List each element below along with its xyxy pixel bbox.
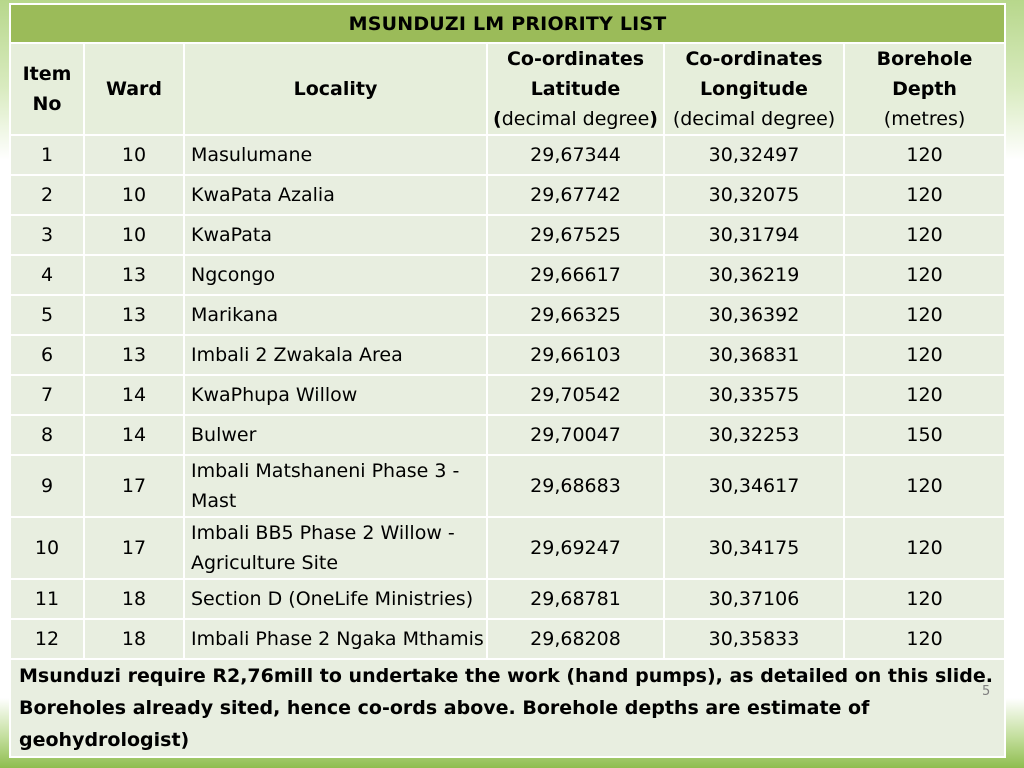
cell-ward: 14 — [84, 415, 184, 455]
header-latitude-unit: decimal degree — [501, 108, 650, 130]
cell-item: 2 — [10, 175, 84, 215]
cell-item: 9 — [10, 455, 84, 517]
page-number: 5 — [982, 684, 991, 699]
cell-latitude: 29,67344 — [487, 135, 664, 175]
table-row — [10, 295, 1005, 335]
cell-depth: 120 — [844, 375, 1005, 415]
cell-latitude: 29,66103 — [487, 335, 664, 375]
cell-ward: 17 — [84, 517, 184, 579]
header-depth-unit: (metres) — [883, 108, 966, 130]
header-longitude-unit: (decimal degree) — [672, 108, 836, 130]
cell-depth: 120 — [844, 455, 1005, 517]
cell-ward: 10 — [84, 135, 184, 175]
table-row — [10, 579, 1005, 619]
cell-item: 5 — [10, 295, 84, 335]
header-latitude-line2: Latitude — [530, 78, 621, 100]
cell-depth: 120 — [844, 335, 1005, 375]
cell-item: 12 — [10, 619, 84, 659]
cell-depth: 120 — [844, 215, 1005, 255]
note-text: Msunduzi require R2,76mill to undertake the work (hand pumps), as detailed on this slide. Boreholes already sited, hence co-ords above. Borehole depths are estimate of geohydrologist) — [10, 659, 1005, 757]
table-title: MSUNDUZI LM PRIORITY LIST — [10, 4, 1005, 43]
note-row — [10, 659, 1005, 757]
cell-latitude: 29,66325 — [487, 295, 664, 335]
cell-latitude: 29,69247 — [487, 517, 664, 579]
cell-longitude: 30,32497 — [664, 135, 844, 175]
cell-latitude: 29,68208 — [487, 619, 664, 659]
header-item-no — [10, 43, 84, 135]
cell-latitude: 29,70542 — [487, 375, 664, 415]
header-latitude — [487, 43, 664, 135]
cell-locality: Masulumane — [184, 135, 487, 175]
header-locality: Locality — [184, 43, 487, 135]
cell-longitude: 30,37106 — [664, 579, 844, 619]
cell-locality: Section D (OneLife Ministries) — [184, 579, 487, 619]
table-row — [10, 375, 1005, 415]
cell-locality: Ngcongo — [184, 255, 487, 295]
cell-longitude: 30,36831 — [664, 335, 844, 375]
header-item-no-line2: No — [32, 93, 62, 115]
cell-depth: 120 — [844, 255, 1005, 295]
header-latitude-paren-open: ( — [493, 108, 502, 130]
header-depth-line2: Depth — [892, 78, 957, 100]
table-row — [10, 135, 1005, 175]
cell-ward: 18 — [84, 619, 184, 659]
cell-ward: 13 — [84, 335, 184, 375]
cell-ward: 10 — [84, 175, 184, 215]
cell-longitude: 30,36392 — [664, 295, 844, 335]
cell-ward: 14 — [84, 375, 184, 415]
header-longitude-line1: Co-ordinates — [685, 48, 823, 70]
cell-ward: 13 — [84, 255, 184, 295]
header-latitude-paren-close: ) — [649, 108, 658, 130]
cell-longitude: 30,36219 — [664, 255, 844, 295]
cell-depth: 120 — [844, 295, 1005, 335]
table-row — [10, 335, 1005, 375]
cell-locality: Bulwer — [184, 415, 487, 455]
cell-locality: Imbali Phase 2 Ngaka Mthamis — [184, 619, 487, 659]
header-latitude-line1: Co-ordinates — [506, 48, 645, 70]
cell-item: 7 — [10, 375, 84, 415]
cell-ward: 17 — [84, 455, 184, 517]
table-row — [10, 517, 1005, 579]
cell-locality: Marikana — [184, 295, 487, 335]
cell-longitude: 30,34175 — [664, 517, 844, 579]
cell-longitude: 30,33575 — [664, 375, 844, 415]
cell-locality: Imbali BB5 Phase 2 Willow - Agriculture Site — [184, 517, 487, 579]
cell-item: 11 — [10, 579, 84, 619]
cell-depth: 120 — [844, 175, 1005, 215]
cell-locality: Imbali 2 Zwakala Area — [184, 335, 487, 375]
header-depth — [844, 43, 1005, 135]
cell-longitude: 30,35833 — [664, 619, 844, 659]
cell-latitude: 29,67742 — [487, 175, 664, 215]
priority-list-table — [9, 3, 1006, 758]
cell-latitude: 29,66617 — [487, 255, 664, 295]
cell-longitude: 30,32075 — [664, 175, 844, 215]
header-depth-line1: Borehole — [876, 48, 973, 70]
header-longitude — [664, 43, 844, 135]
header-row — [10, 43, 1005, 135]
cell-longitude: 30,34617 — [664, 455, 844, 517]
header-item-no-line1: Item — [22, 63, 72, 85]
cell-longitude: 30,31794 — [664, 215, 844, 255]
cell-item: 1 — [10, 135, 84, 175]
table-row — [10, 455, 1005, 517]
table-row — [10, 255, 1005, 295]
table-row — [10, 175, 1005, 215]
cell-latitude: 29,67525 — [487, 215, 664, 255]
table-row — [10, 415, 1005, 455]
cell-depth: 150 — [844, 415, 1005, 455]
cell-longitude: 30,32253 — [664, 415, 844, 455]
cell-item: 3 — [10, 215, 84, 255]
cell-latitude: 29,68781 — [487, 579, 664, 619]
cell-item: 8 — [10, 415, 84, 455]
cell-item: 4 — [10, 255, 84, 295]
cell-ward: 13 — [84, 295, 184, 335]
cell-item: 6 — [10, 335, 84, 375]
cell-depth: 120 — [844, 517, 1005, 579]
cell-latitude: 29,68683 — [487, 455, 664, 517]
header-latitude-line3 — [488, 104, 663, 134]
cell-locality: KwaPhupa Willow — [184, 375, 487, 415]
header-ward: Ward — [84, 43, 184, 135]
cell-ward: 18 — [84, 579, 184, 619]
cell-locality: KwaPata Azalia — [184, 175, 487, 215]
cell-item: 10 — [10, 517, 84, 579]
table-row — [10, 619, 1005, 659]
cell-locality: Imbali Matshaneni Phase 3 - Mast — [184, 455, 487, 517]
cell-depth: 120 — [844, 579, 1005, 619]
cell-depth: 120 — [844, 619, 1005, 659]
cell-depth: 120 — [844, 135, 1005, 175]
table-row — [10, 215, 1005, 255]
header-longitude-line2: Longitude — [700, 78, 808, 100]
cell-latitude: 29,70047 — [487, 415, 664, 455]
cell-locality: KwaPata — [184, 215, 487, 255]
cell-ward: 10 — [84, 215, 184, 255]
